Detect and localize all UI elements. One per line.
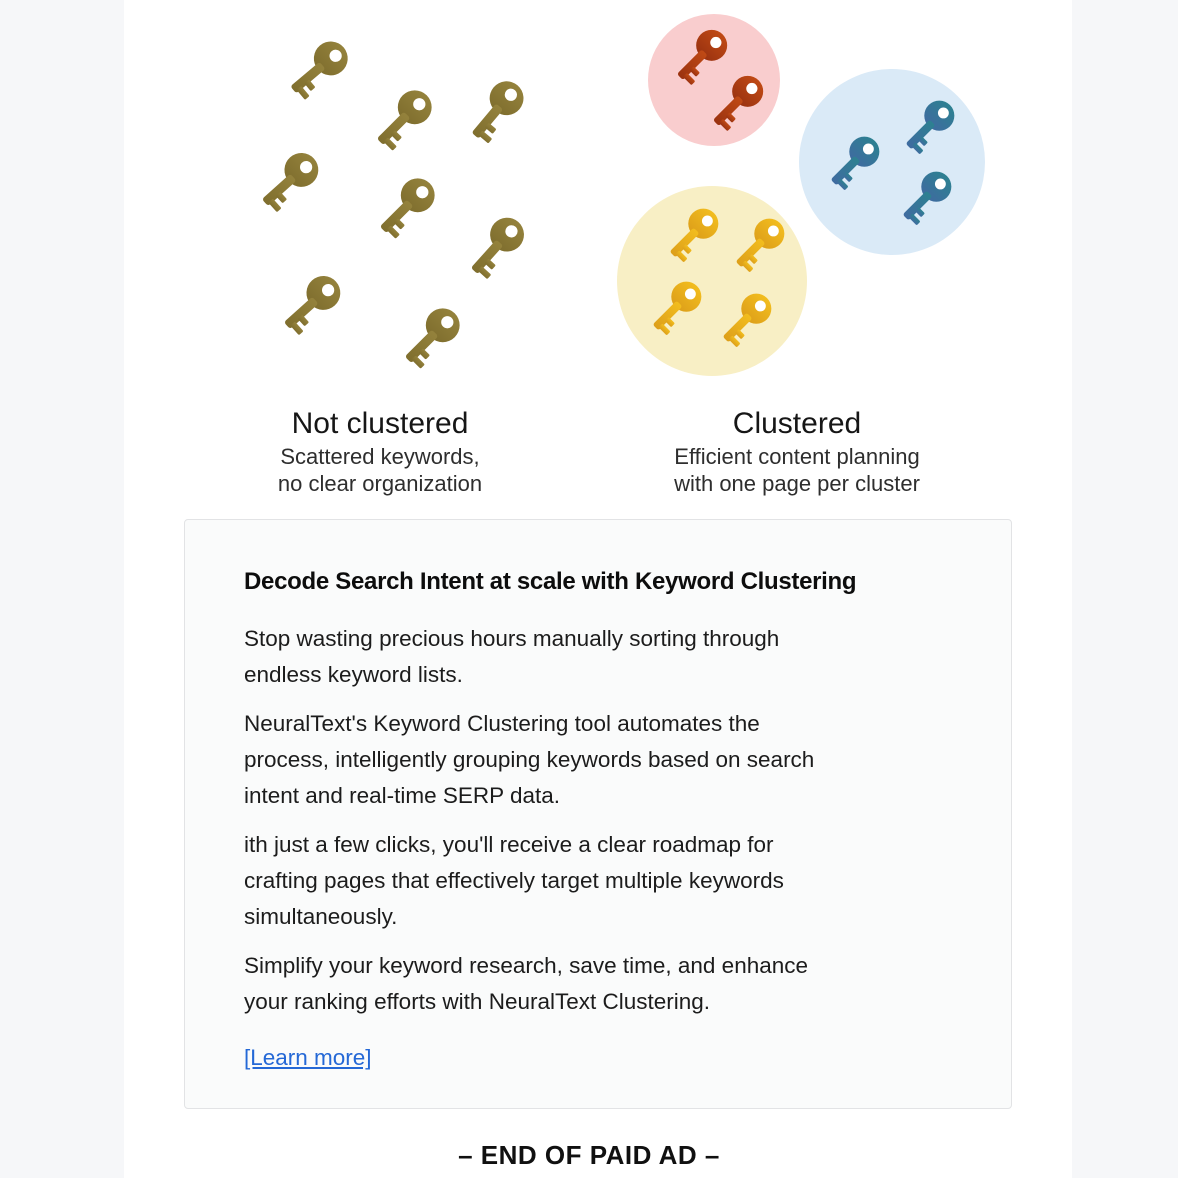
ad-paragraph-1 bbox=[244, 621, 953, 693]
ad-heading: Decode Search Intent at scale with Keyword Clustering bbox=[244, 568, 857, 595]
ad-text-line: process, intelligently grouping keywords based on search bbox=[244, 747, 815, 772]
not-clustered-title: Not clustered bbox=[291, 407, 469, 440]
clustered-title: Clustered bbox=[732, 407, 862, 440]
paid-ad-box bbox=[184, 519, 1012, 1109]
ad-text-line: your ranking efforts with NeuralText Clustering. bbox=[244, 989, 711, 1014]
ad-text-line: intent and real-time SERP data. bbox=[244, 783, 561, 808]
clustered-subtitle-line1: Efficient content planning bbox=[674, 444, 920, 469]
learn-more-link[interactable]: [Learn more] bbox=[244, 1045, 372, 1070]
ad-text-line: crafting pages that effectively target multiple keywords bbox=[244, 868, 784, 893]
not-clustered-subtitle-line2: no clear organization bbox=[277, 471, 483, 496]
ad-text-line: Stop wasting precious hours manually sorting through bbox=[244, 626, 780, 651]
ad-text-line: NeuralText's Keyword Clustering tool automates the bbox=[244, 711, 760, 736]
ad-text-line: Simplify your keyword research, save time, and enhance bbox=[244, 953, 809, 978]
ad-paragraph-4 bbox=[244, 948, 953, 1020]
ad-text-line: endless keyword lists. bbox=[244, 662, 463, 687]
end-of-paid-ad-label: – END OF PAID AD – bbox=[458, 1140, 720, 1170]
not-clustered-label bbox=[210, 405, 550, 497]
clustered-subtitle-line2: with one page per cluster bbox=[674, 471, 920, 496]
clustered-label bbox=[622, 405, 972, 497]
not-clustered-subtitle-line1: Scattered keywords, bbox=[280, 444, 480, 469]
ad-text-line: simultaneously. bbox=[244, 904, 398, 929]
ad-paragraph-3 bbox=[244, 827, 953, 935]
ad-text-line: ith just a few clicks, you'll receive a clear roadmap for bbox=[244, 832, 774, 857]
ad-paragraph-2 bbox=[244, 706, 953, 814]
